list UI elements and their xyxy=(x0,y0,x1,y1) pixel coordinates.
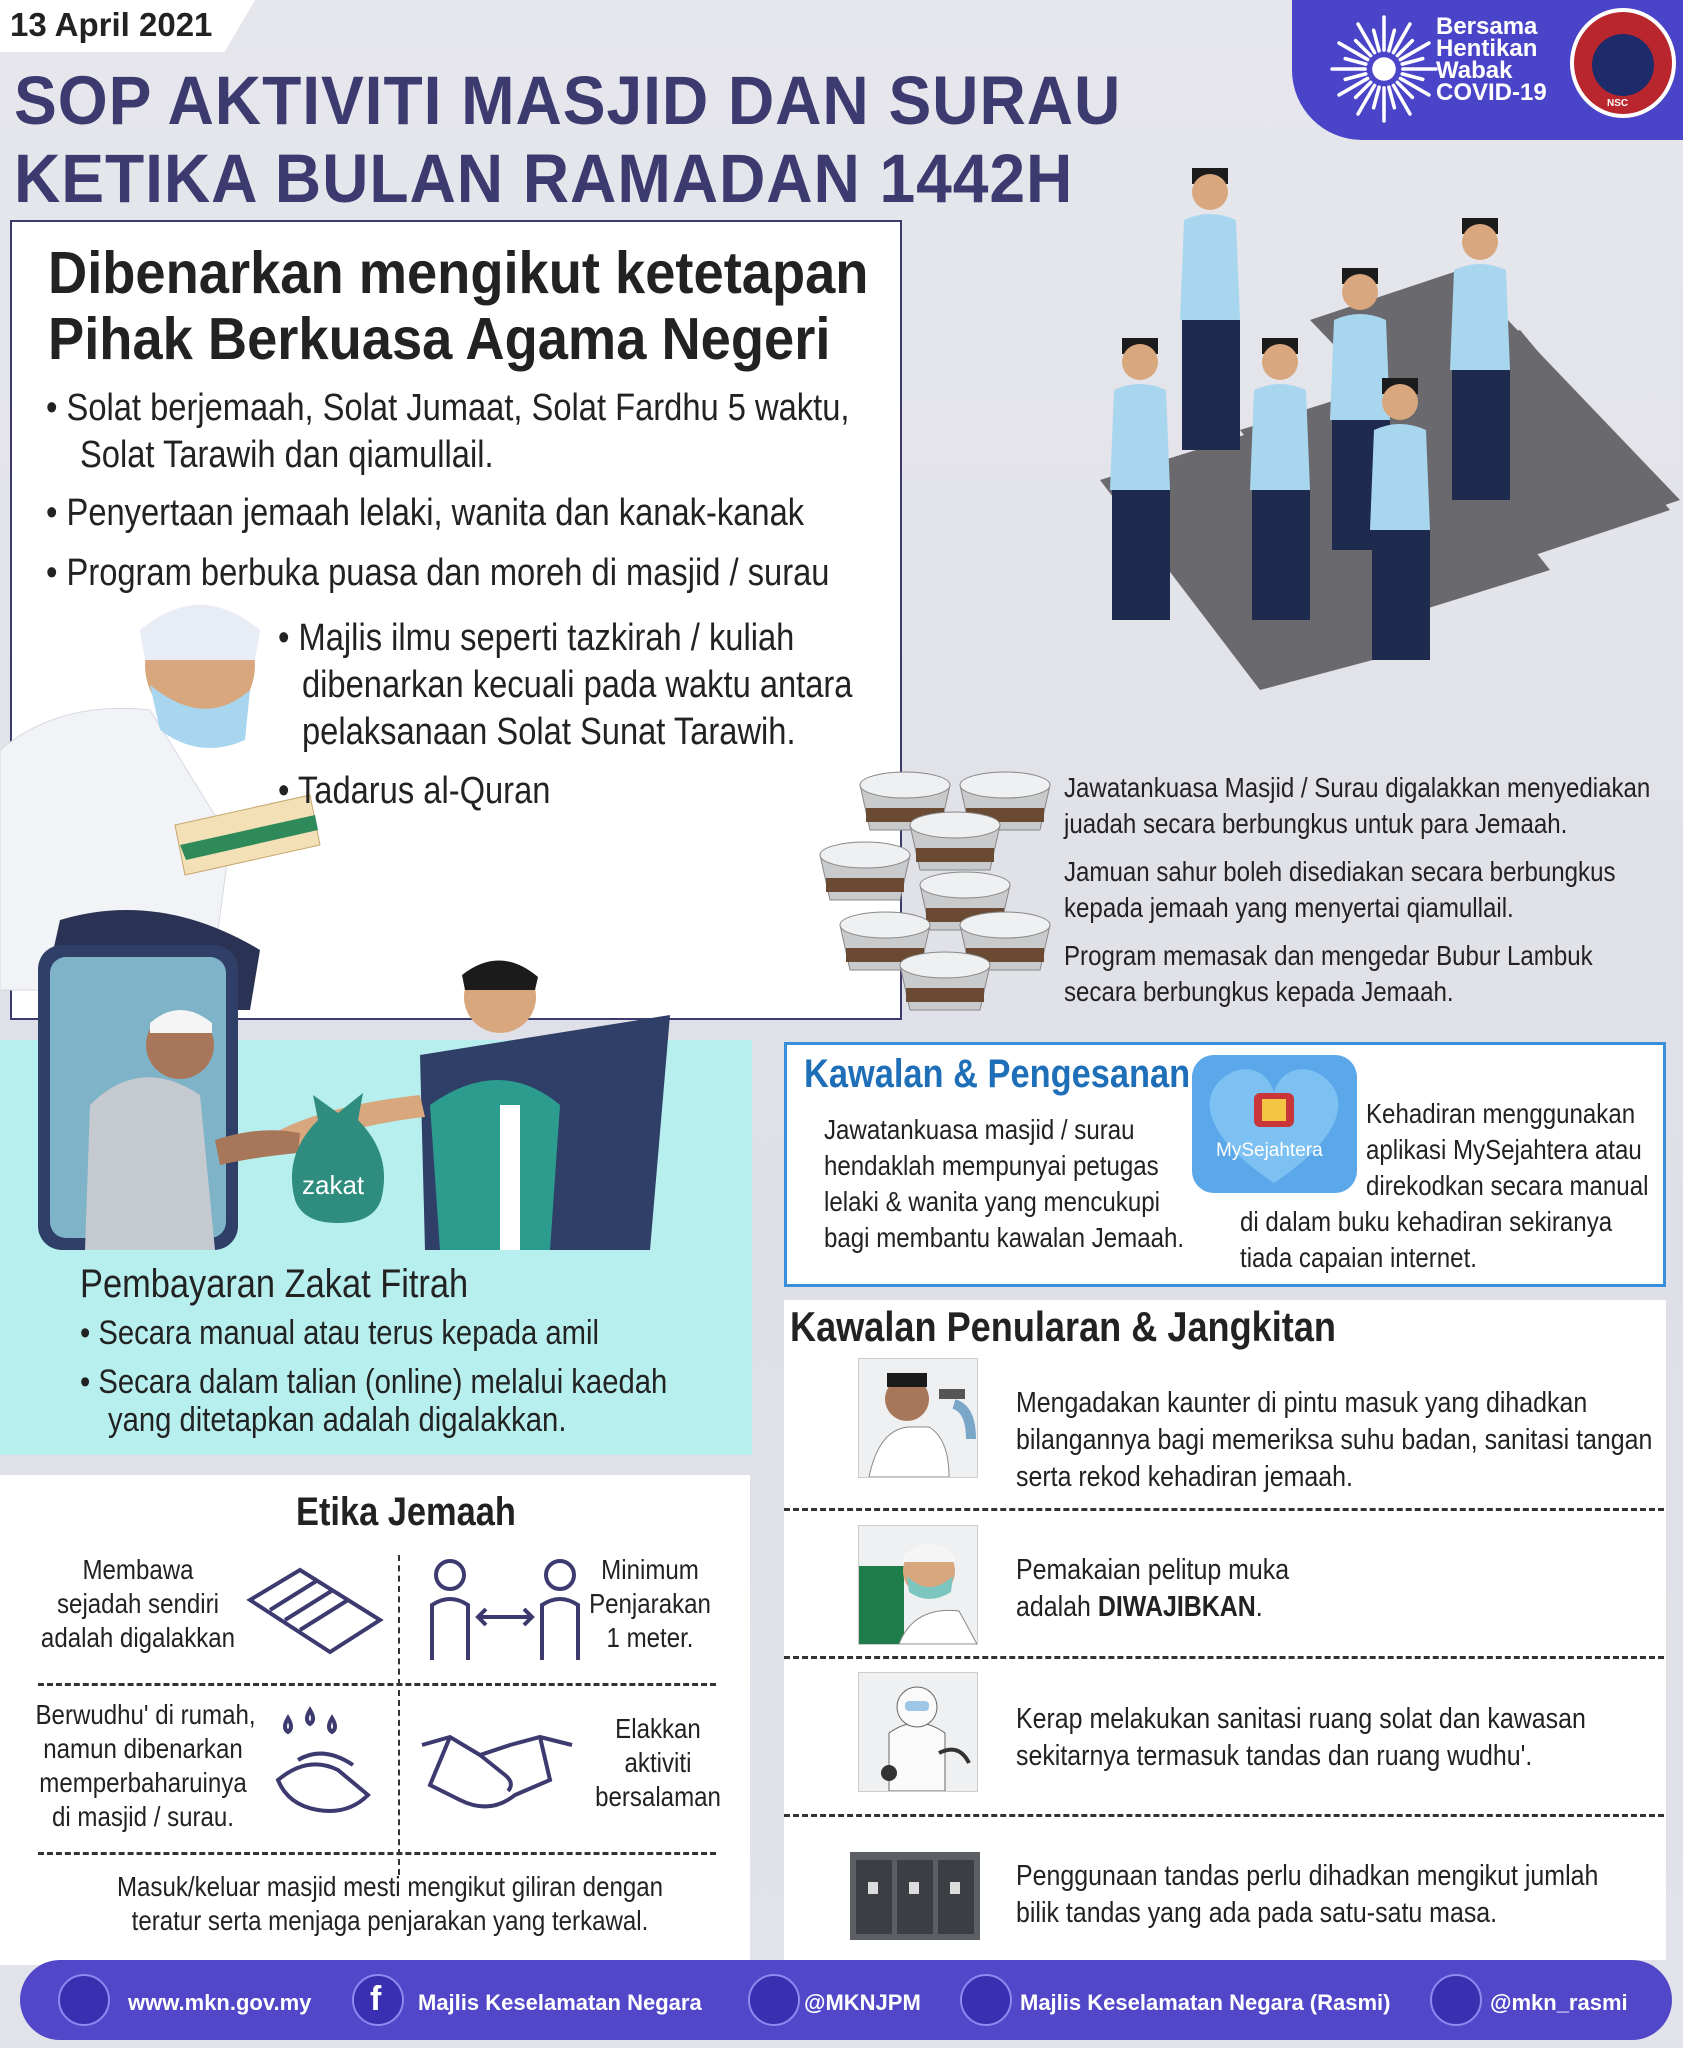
divider xyxy=(784,1656,1664,1659)
kp-right-line-1: Kehadiran menggunakan xyxy=(1366,1098,1636,1129)
zakat-heading: Pembayaran Zakat Fitrah xyxy=(80,1262,469,1306)
food-line-4: kepada jemaah yang menyertai qiamullail. xyxy=(1064,892,1514,923)
etika-giliran-line-2: teratur serta menjaga penjarakan yang terkawal. xyxy=(131,1905,649,1936)
etika-sejadah-line-1: Membawa xyxy=(82,1554,194,1585)
zakat-bullet-online-cont: yang ditetapkan adalah digalakkan. xyxy=(108,1401,567,1439)
facebook-glyph: f xyxy=(370,1980,382,2018)
kp-right-line-2: aplikasi MySejahtera atau xyxy=(1366,1134,1642,1165)
divider xyxy=(784,1814,1664,1817)
temperature-check-icon xyxy=(858,1358,978,1478)
divider xyxy=(398,1690,400,1875)
kp-left-line-1: Jawatankuasa masjid / surau xyxy=(824,1114,1135,1145)
title-line-1: SOP AKTIVITI MASJID DAN SURAU xyxy=(14,62,1122,139)
permitted-heading-line-2: Pihak Berkuasa Agama Negeri xyxy=(48,306,831,372)
permitted-heading-line-1: Dibenarkan mengikut ketetapan xyxy=(48,240,869,306)
food-line-3: Jamuan sahur boleh disediakan secara berbungkus xyxy=(1064,856,1616,887)
mysejahtera-app-icon xyxy=(1192,1055,1357,1193)
penularan-4-line-1: Penggunaan tandas perlu dihadkan mengikut jumlah xyxy=(1016,1860,1599,1892)
etika-wudhu-line-2: namun dibenarkan xyxy=(43,1733,243,1764)
campaign-line-3: Wabak xyxy=(1436,57,1513,84)
etika-cell-wudhu xyxy=(35,1698,256,1834)
nsc-seal-emblem xyxy=(1592,34,1654,96)
kp-left-line-4: bagi membantu kawalan Jemaah. xyxy=(824,1222,1185,1253)
hand-washing-icon xyxy=(268,1700,378,1820)
praying-figure xyxy=(1450,218,1510,500)
penularan-2-text: adalah xyxy=(1016,1591,1098,1623)
kp-right-line-5: tiada capaian internet. xyxy=(1240,1242,1477,1273)
telegram-icon[interactable] xyxy=(960,1974,1012,2026)
etika-wudhu-line-1: Berwudhu' di rumah, xyxy=(35,1699,256,1730)
campaign-line-1: Bersama xyxy=(1436,13,1538,40)
website-link[interactable]: www.mkn.gov.my xyxy=(128,1990,312,2015)
etika-giliran-line-1: Masuk/keluar masjid mesti mengikut giliran dengan xyxy=(116,1871,664,1902)
etika-cell-bersalaman xyxy=(589,1712,727,1814)
etika-bersalaman-line-3: bersalaman xyxy=(595,1781,721,1812)
penularan-2-line-1: Pemakaian pelitup muka xyxy=(1016,1554,1290,1586)
etika-cell-sejadah xyxy=(35,1553,241,1655)
twitter-link[interactable]: @MKNJPM xyxy=(804,1990,921,2015)
telegram-link[interactable]: Majlis Keselamatan Negara (Rasmi) xyxy=(1020,1990,1391,2015)
face-mask-icon xyxy=(858,1525,978,1645)
divider xyxy=(784,1508,1664,1511)
etika-bersalaman-line-1: Elakkan xyxy=(615,1713,701,1744)
divider xyxy=(38,1683,716,1686)
toilet-cubicles-icon xyxy=(850,1852,980,1940)
etika-cell-penjarakan xyxy=(581,1553,719,1655)
etika-wudhu-line-4: di masjid / surau. xyxy=(51,1801,234,1832)
divider xyxy=(398,1555,400,1685)
etika-jemaah-title: Etika Jemaah xyxy=(296,1490,516,1534)
etika-penjarakan-line-3: 1 meter. xyxy=(606,1622,694,1653)
permitted-heading xyxy=(48,240,868,372)
zakat-bag-icon xyxy=(283,1085,393,1225)
food-containers-illustration xyxy=(800,740,1060,1030)
campaign-text xyxy=(1436,13,1547,106)
penularan-1-line-2: bilangannya bagi memeriksa suhu badan, sanitasi tangan xyxy=(1016,1424,1653,1456)
food-line-6: secara berbungkus kepada Jemaah. xyxy=(1064,976,1454,1007)
kawalan-pengesanan-title: Kawalan & Pengesanan xyxy=(804,1052,1191,1096)
bullet-berbuka: • Program berbuka puasa dan moreh di masjid / surau xyxy=(46,552,830,594)
divider xyxy=(38,1852,716,1855)
penularan-3-line-2: sekitarnya termasuk tandas dan ruang wudhu'. xyxy=(1016,1740,1533,1772)
kp-left-line-2: hendaklah mempunyai petugas xyxy=(824,1150,1159,1181)
bullet-majlis-ilmu-cont-1: dibenarkan kecuali pada waktu antara xyxy=(302,664,853,706)
zakat-bullet-manual: • Secara manual atau terus kepada amil xyxy=(80,1314,599,1352)
mysejahtera-app-label: MySejahtera xyxy=(1216,1140,1323,1161)
bullet-tadarus: • Tadarus al-Quran xyxy=(278,770,551,812)
zakat-bullet-online: • Secara dalam talian (online) melalui kaedah xyxy=(80,1363,668,1401)
sanitize-worker-icon xyxy=(858,1672,978,1792)
praying-jemaah-illustration xyxy=(1080,150,1680,690)
etika-penjarakan-line-1: Minimum xyxy=(601,1554,699,1585)
nsc-seal-sub: NSC xyxy=(1607,98,1629,109)
etika-bersalaman-line-2: aktiviti xyxy=(624,1747,692,1778)
zakat-bag-label: zakat xyxy=(302,1170,365,1200)
instagram-link[interactable]: @mkn_rasmi xyxy=(1490,1990,1628,2015)
food-line-5: Program memasak dan mengedar Bubur Lambuk xyxy=(1064,940,1593,971)
etika-sejadah-line-2: sejadah sendiri xyxy=(57,1588,219,1619)
etika-sejadah-line-3: adalah digalakkan xyxy=(40,1622,236,1653)
etika-penjarakan-line-2: Penjarakan xyxy=(589,1588,711,1619)
etika-wudhu-line-3: memperbaharuinya xyxy=(39,1767,247,1798)
penularan-3-line-1: Kerap melakukan sanitasi ruang solat dan kawasan xyxy=(1016,1703,1586,1735)
page-title xyxy=(14,62,1121,218)
facebook-link[interactable]: Majlis Keselamatan Negara xyxy=(418,1990,702,2015)
covid-burst-logo xyxy=(1325,10,1443,128)
kawalan-penularan-title: Kawalan Penularan & Jangkitan xyxy=(790,1303,1336,1350)
prayer-mat-icon xyxy=(240,1560,390,1660)
penularan-1-line-3: serta rekod kehadiran jemaah. xyxy=(1016,1461,1353,1493)
praying-figure xyxy=(1180,168,1240,450)
handshake-icon xyxy=(420,1725,575,1815)
bullet-solat-cont: Solat Tarawih dan qiamullail. xyxy=(80,434,494,476)
praying-figure xyxy=(1250,338,1310,620)
kp-right-line-3: direkodkan secara manual xyxy=(1366,1170,1649,1201)
penularan-2-line-2 xyxy=(1016,1589,1263,1626)
food-bowl xyxy=(910,812,1000,870)
penularan-1-line-1: Mengadakan kaunter di pintu masuk yang dihadkan xyxy=(1016,1387,1588,1419)
praying-figure xyxy=(1110,338,1170,620)
campaign-line-4: COVID-19 xyxy=(1436,79,1547,106)
food-line-1: Jawatankuasa Masjid / Surau digalakkan menyediakan xyxy=(1064,772,1651,803)
instagram-icon[interactable] xyxy=(1430,1974,1482,2026)
penularan-2-bold: DIWAJIBKAN xyxy=(1097,1591,1256,1623)
distancing-icon xyxy=(420,1555,590,1665)
etika-giliran-note xyxy=(115,1870,665,1938)
penularan-2-suffix: . xyxy=(1255,1591,1263,1623)
kp-left-line-3: lelaki & wanita yang mencukupi xyxy=(824,1186,1160,1217)
title-line-2: KETIKA BULAN RAMADAN 1442H xyxy=(14,140,1074,217)
kp-right-line-4: di dalam buku kehadiran sekiranya xyxy=(1240,1206,1613,1237)
campaign-line-2: Hentikan xyxy=(1436,35,1538,62)
bullet-majlis-ilmu: • Majlis ilmu seperti tazkirah / kuliah xyxy=(278,617,795,659)
bullet-penyertaan: • Penyertaan jemaah lelaki, wanita dan kanak-kanak xyxy=(46,492,805,534)
twitter-icon[interactable] xyxy=(748,1974,800,2026)
food-line-2: juadah secara berbungkus untuk para Jemaah. xyxy=(1064,808,1568,839)
bullet-majlis-ilmu-cont-2: pelaksanaan Solat Sunat Tarawih. xyxy=(302,711,796,753)
date-label: 13 April 2021 xyxy=(10,6,213,43)
food-bowl xyxy=(820,842,910,900)
globe-icon xyxy=(58,1974,110,2026)
bullet-solat: • Solat berjemaah, Solat Jumaat, Solat Fardhu 5 waktu, xyxy=(46,387,850,429)
penularan-4-line-2: bilik tandas yang ada pada satu-satu masa. xyxy=(1016,1897,1498,1929)
food-bowl xyxy=(900,952,990,1010)
